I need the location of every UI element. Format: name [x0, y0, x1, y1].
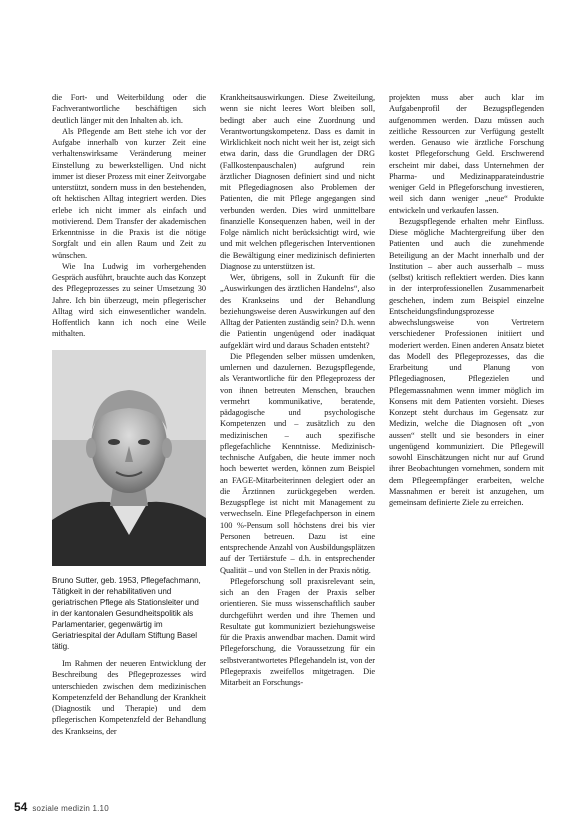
portrait-icon [52, 350, 206, 566]
page-number: 54 [14, 800, 28, 814]
page-footer [14, 800, 109, 816]
paragraph: Pflegeforschung soll praxisrelevant sein, sich an den Fragen der Praxis selber orientieren. Sie muss wissenschaftlich sauber durchgeführt werden und ihre Themen und Resultate gut kommuniziert beziehungsweise für die Praxis anwendbar machen. Damit wird Pflegeforschung, die Voraussetzung für ein selbstverantwortetes Pflegehandeln ist, von der Pflegepraxis zweifellos mitgetragen. Die Mitarbeit an Forschungs- [220, 576, 375, 687]
paragraph: Wer, übrigens, soll in Zukunft für die „Auswirkungen des ärztlichen Handelns“, also des Krankseins und der Behandlung beziehungsweise deren Auswirkungen auf den Alltag der Patienten zuständig sein? D.h. wenn die Patientin ungenügend oder inadäquat aufgeklärt wird und daraus Schaden entsteht? [220, 273, 375, 350]
text-column-left [52, 92, 206, 737]
author-portrait-photo [52, 350, 206, 566]
text-column-middle [220, 92, 375, 688]
paragraph: Krankheitsauswirkungen. Diese Zweiteilung, wenn sie nicht leeres Wort bleiben soll, bedingt aber auch eine Zuordnung und Verantwortungskompetenz. Dass es damit in Wirklichkeit noch nicht weit her ist, zeigt sich etwa darin, dass die Grundlagen der DRG (Fallkostenpauschalen) aufgrund rein ärztlicher Diagnosen definiert sind und nicht mit Pflegediagnosen also Problemen der Patienten, die mit Pflege angegangen sind verbunden werden. Dies wird unmittelbare finanzielle Konsequenzen haben, weil in der Folge nämlich nicht berücksichtigt wird, wie und mit welchen pflegerischen Interventionen die Bewältigung einer medizinisch definierten Diagnose zu unterstützen ist. [220, 93, 375, 271]
text-column-right [389, 92, 544, 508]
paragraph: Bezugspflegende erhalten mehr Einfluss. Diese mögliche Machtergreifung über den Patienten und auch die zunehmende Beteiligung an der Macht innerhalb und der Institution – aber auch ausserhalb – muss (selbst) kritisch reflektiert werden. Dies kann in der interprofessionellen Zusammenarbeit geschehen, indem zum Beispiel einzelne Entscheidungsfindungsprozesse abwechslungsweise von Vertretern verschiedener Professionen initiiert und moderiert werden. Einen anderen Ansatz bietet das Modell des Pflegeprozesses, das die Erarbeitung und Planung von Pflegediagnosen, Pflegezielen und Pflegemassnahmen wenn immer möglich im Konsens mit dem Patienten vorsieht. Dieses Konzept steht durchaus im Gegensatz zur Medizin, welche die Diagnosen oft „von aussen“ stellt und sie besonders in einer ungenügend kommuniziert. Die Pflegewill sowohl Einschätzungen nicht nur auf Grund ihrer Beobachtungen vornehmen, sondern mit dem Pflegeempfänger erarbeiten, welche Massnahmen er bereit ist anzugehen, um gemeinsam definierte Ziele zu erreichen. [389, 216, 544, 507]
paragraph: Wie Ina Ludwig im vorhergehenden Gespräch ausführt, brauchte auch das Konzept des Pflegeprozesses zu seiner Umsetzung 30 Jahre. Ich bin überzeugt, mein pflegerischer Alltag wird sich einwesentlicher wandeln. Hoffentlich kann ich noch eine Weile mithalten. [52, 261, 206, 339]
paragraph: Die Pflegenden selber müssen umdenken, umlernen und dazulernen. Bezugspflegende, als Verantwortliche für den Pflegeprozess der von ihnen betreuten Menschen, brauchen vermehrt kommunikative, beratende, pädagogische und psychologische Kompetenzen und – zusätzlich zu den medizinischen – auch spezifische pflegefachliche Kenntnisse. Medizinisch-technische Aufgaben, die heute immer noch hoch bewertet werden, können zum Beispiel an FAGE-Mitarbeiterinnen delegiert oder an die Ärztinnen zurückgegeben werden. Bezugspflege ist nicht mit Management zu verwechseln. Eine Pflegefachperson in einem 100 %-Pensum soll höchstens drei bis vier Personen betreuen. Dazu ist eine entsprechende Anzahl von Ausbildungsplätzen auf der Tertiärstufe – d.h. in entsprechender Qualität – und von Stellen in der Praxis nötig. [220, 351, 375, 575]
paragraph: Im Rahmen der neueren Entwicklung der Beschreibung des Pflegeprozesses wird unterschieden zwischen dem medizinischen Kompetenzfeld der Behandlung der Krankheit (Diagnostik und Therapie) und dem pflegerischen Kompetenzfeld der Behandlung des Krankseins, der [52, 659, 206, 736]
paragraph: die Fort- und Weiterbildung oder die Fachverantwortliche beschäftigen sich deutlich länger mit den Inhalten ab. ich. [52, 93, 206, 125]
magazine-name: soziale medizin 1.10 [32, 804, 109, 813]
paragraph: projekten muss aber auch klar im Aufgabenprofil der Bezugspflegenden aufgenommen werden. Dazu müssen auch zeitliche Ressourcen zur Verfügung gestellt werden. Genauso wie ärztliche Forschung kostet Pflegeforschung Geld. Erschwerend erscheint mir dabei, dass Unternehmen der Pharma- und Medizinapparateindustrie weniger Geld in Pflegeforschung investieren, weil sich dann weniger „neue“ Produkte entwickeln und verkaufen lassen. [389, 93, 544, 215]
photo-caption: Bruno Sutter, geb. 1953, Pflegefachmann, Tätigkeit in der rehabilitativen und geriatrischen Pflege als Stationsleiter und in der kantonalen Gesundheitspolitik als Parlamentarier, gegenwärtig im Geriatriespital der Adullam Stiftung Basel tätig. [52, 575, 201, 652]
paragraph: Als Pflegende am Bett stehe ich vor der Aufgabe innerhalb von kurzer Zeit eine verhaltenswirksame Veränderung meiner Einstellung zu bewerkstelligen. Und nicht immer ist dieser Prozess mit einer Zeitvorgabe unterstützt, sondern muss in den bestehenden, oft hektischen Alltag integriert werden. Dies erlebe ich nicht immer als einfach und motivierend. Dem Transfer der akademischen Erkenntnisse in die Praxis ist die nötige Sorgfalt und ein allen Raum und Zeit zu wünschen. [52, 126, 206, 260]
